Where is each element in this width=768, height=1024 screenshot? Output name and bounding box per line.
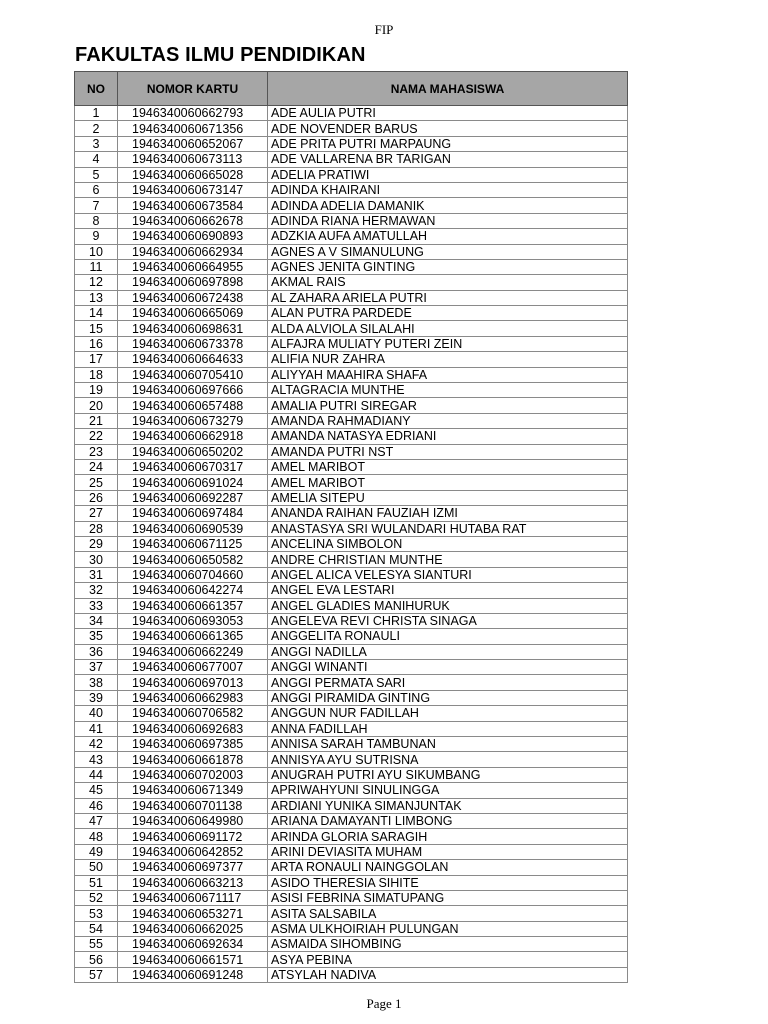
table-row <box>75 229 628 244</box>
table-header-row <box>75 72 628 106</box>
cell-nomor-kartu: 1946340060701138 <box>118 798 268 813</box>
table-row <box>75 383 628 398</box>
table-row <box>75 506 628 521</box>
cell-nomor-kartu: 1946340060697898 <box>118 275 268 290</box>
cell-nama-mahasiswa: ANGEL EVA LESTARI <box>268 583 628 598</box>
table-row <box>75 367 628 382</box>
cell-nomor-kartu: 1946340060661365 <box>118 629 268 644</box>
table-row <box>75 290 628 305</box>
cell-nomor-kartu: 1946340060661357 <box>118 598 268 613</box>
cell-nama-mahasiswa: ASMA ULKHOIRIAH PULUNGAN <box>268 921 628 936</box>
cell-nomor-kartu: 1946340060665028 <box>118 167 268 182</box>
table-row <box>75 567 628 582</box>
table-row <box>75 644 628 659</box>
cell-nomor-kartu: 1946340060671125 <box>118 536 268 551</box>
table-row <box>75 890 628 905</box>
cell-nama-mahasiswa: ASYA PEBINA <box>268 952 628 967</box>
table-row <box>75 413 628 428</box>
table-row <box>75 783 628 798</box>
cell-nama-mahasiswa: ALAN PUTRA PARDEDE <box>268 306 628 321</box>
table-row <box>75 244 628 259</box>
cell-nama-mahasiswa: ANNISYA AYU SUTRISNA <box>268 752 628 767</box>
table-row <box>75 182 628 197</box>
cell-nama-mahasiswa: ANGGI WINANTI <box>268 660 628 675</box>
cell-nama-mahasiswa: ALIFIA NUR ZAHRA <box>268 352 628 367</box>
table-row <box>75 752 628 767</box>
cell-no: 25 <box>75 475 118 490</box>
cell-nomor-kartu: 1946340060697377 <box>118 860 268 875</box>
cell-nomor-kartu: 1946340060662934 <box>118 244 268 259</box>
table-row <box>75 583 628 598</box>
cell-nomor-kartu: 1946340060697666 <box>118 383 268 398</box>
cell-nomor-kartu: 1946340060664633 <box>118 352 268 367</box>
cell-nama-mahasiswa: ARTA RONAULI NAINGGOLAN <box>268 860 628 875</box>
table-row <box>75 213 628 228</box>
cell-no: 9 <box>75 229 118 244</box>
cell-no: 42 <box>75 737 118 752</box>
cell-nama-mahasiswa: ANGGI NADILLA <box>268 644 628 659</box>
cell-nama-mahasiswa: ASITA SALSABILA <box>268 906 628 921</box>
table-row <box>75 321 628 336</box>
cell-nomor-kartu: 1946340060691024 <box>118 475 268 490</box>
table-row <box>75 629 628 644</box>
cell-nama-mahasiswa: AMALIA PUTRI SIREGAR <box>268 398 628 413</box>
cell-no: 26 <box>75 490 118 505</box>
cell-nama-mahasiswa: ADE NOVENDER BARUS <box>268 121 628 136</box>
cell-nomor-kartu: 1946340060662249 <box>118 644 268 659</box>
table-row <box>75 967 628 982</box>
cell-nama-mahasiswa: ALIYYAH MAAHIRA SHAFA <box>268 367 628 382</box>
cell-nama-mahasiswa: AKMAL RAIS <box>268 275 628 290</box>
column-header-no: NO <box>75 72 118 106</box>
cell-nomor-kartu: 1946340060662918 <box>118 429 268 444</box>
cell-nama-mahasiswa: ADINDA RIANA HERMAWAN <box>268 213 628 228</box>
cell-no: 21 <box>75 413 118 428</box>
cell-nama-mahasiswa: ADE PRITA PUTRI MARPAUNG <box>268 136 628 151</box>
cell-no: 4 <box>75 152 118 167</box>
cell-no: 50 <box>75 860 118 875</box>
table-row <box>75 706 628 721</box>
cell-nomor-kartu: 1946340060697013 <box>118 675 268 690</box>
cell-nomor-kartu: 1946340060642274 <box>118 583 268 598</box>
cell-nama-mahasiswa: ADZKIA AUFA AMATULLAH <box>268 229 628 244</box>
table-row <box>75 521 628 536</box>
cell-no: 51 <box>75 875 118 890</box>
page-header: FIP <box>374 22 394 37</box>
cell-nomor-kartu: 1946340060677007 <box>118 660 268 675</box>
table-row <box>75 860 628 875</box>
cell-no: 10 <box>75 244 118 259</box>
cell-nama-mahasiswa: AMANDA RAHMADIANY <box>268 413 628 428</box>
cell-nomor-kartu: 1946340060665069 <box>118 306 268 321</box>
cell-nomor-kartu: 1946340060691248 <box>118 967 268 982</box>
cell-no: 49 <box>75 844 118 859</box>
cell-nomor-kartu: 1946340060697385 <box>118 737 268 752</box>
cell-no: 47 <box>75 813 118 828</box>
cell-no: 29 <box>75 536 118 551</box>
cell-nomor-kartu: 1946340060690893 <box>118 229 268 244</box>
cell-nomor-kartu: 1946340060661878 <box>118 752 268 767</box>
cell-nomor-kartu: 1946340060671356 <box>118 121 268 136</box>
table-row <box>75 352 628 367</box>
table-row <box>75 813 628 828</box>
table-row <box>75 259 628 274</box>
cell-nama-mahasiswa: ANDRE CHRISTIAN MUNTHE <box>268 552 628 567</box>
cell-nama-mahasiswa: AMEL MARIBOT <box>268 475 628 490</box>
column-header-nama-mahasiswa: NAMA MAHASISWA <box>268 72 628 106</box>
cell-nomor-kartu: 1946340060657488 <box>118 398 268 413</box>
cell-nama-mahasiswa: ALDA ALVIOLA SILALAHI <box>268 321 628 336</box>
cell-nama-mahasiswa: ALFAJRA MULIATY PUTERI ZEIN <box>268 336 628 351</box>
cell-no: 7 <box>75 198 118 213</box>
cell-no: 19 <box>75 383 118 398</box>
cell-nama-mahasiswa: AGNES JENITA GINTING <box>268 259 628 274</box>
cell-nomor-kartu: 1946340060673584 <box>118 198 268 213</box>
cell-nomor-kartu: 1946340060693053 <box>118 613 268 628</box>
cell-nama-mahasiswa: ADE AULIA PUTRI <box>268 106 628 121</box>
cell-nomor-kartu: 1946340060662678 <box>118 213 268 228</box>
table-row <box>75 275 628 290</box>
cell-no: 46 <box>75 798 118 813</box>
cell-nama-mahasiswa: ASIDO THERESIA SIHITE <box>268 875 628 890</box>
cell-no: 24 <box>75 459 118 474</box>
cell-no: 6 <box>75 182 118 197</box>
cell-nama-mahasiswa: ALTAGRACIA MUNTHE <box>268 383 628 398</box>
table-row <box>75 844 628 859</box>
cell-nama-mahasiswa: ANNISA SARAH TAMBUNAN <box>268 737 628 752</box>
cell-nama-mahasiswa: ATSYLAH NADIVA <box>268 967 628 982</box>
student-table <box>74 71 628 983</box>
cell-nama-mahasiswa: ARINI DEVIASITA MUHAM <box>268 844 628 859</box>
cell-nomor-kartu: 1946340060653271 <box>118 906 268 921</box>
cell-no: 45 <box>75 783 118 798</box>
cell-no: 36 <box>75 644 118 659</box>
cell-nomor-kartu: 1946340060706582 <box>118 706 268 721</box>
cell-nama-mahasiswa: ANGGUN NUR FADILLAH <box>268 706 628 721</box>
cell-nama-mahasiswa: ANGGELITA RONAULI <box>268 629 628 644</box>
table-row <box>75 136 628 151</box>
table-row <box>75 167 628 182</box>
cell-no: 15 <box>75 321 118 336</box>
cell-nomor-kartu: 1946340060698631 <box>118 321 268 336</box>
cell-nomor-kartu: 1946340060671117 <box>118 890 268 905</box>
cell-no: 23 <box>75 444 118 459</box>
cell-no: 8 <box>75 213 118 228</box>
cell-no: 40 <box>75 706 118 721</box>
cell-nama-mahasiswa: ANASTASYA SRI WULANDARI HUTABA RAT <box>268 521 628 536</box>
cell-no: 55 <box>75 937 118 952</box>
cell-nomor-kartu: 1946340060673113 <box>118 152 268 167</box>
cell-nomor-kartu: 1946340060673378 <box>118 336 268 351</box>
cell-nomor-kartu: 1946340060662983 <box>118 690 268 705</box>
table-row <box>75 459 628 474</box>
cell-nama-mahasiswa: ARIANA DAMAYANTI LIMBONG <box>268 813 628 828</box>
table-row <box>75 660 628 675</box>
cell-nomor-kartu: 1946340060663213 <box>118 875 268 890</box>
cell-nama-mahasiswa: AMANDA NATASYA EDRIANI <box>268 429 628 444</box>
cell-nomor-kartu: 1946340060691172 <box>118 829 268 844</box>
cell-no: 43 <box>75 752 118 767</box>
cell-no: 28 <box>75 521 118 536</box>
table-row <box>75 767 628 782</box>
cell-no: 56 <box>75 952 118 967</box>
cell-nomor-kartu: 1946340060642852 <box>118 844 268 859</box>
cell-no: 14 <box>75 306 118 321</box>
cell-no: 12 <box>75 275 118 290</box>
cell-no: 53 <box>75 906 118 921</box>
cell-nomor-kartu: 1946340060671349 <box>118 783 268 798</box>
table-row <box>75 875 628 890</box>
cell-nama-mahasiswa: ANANDA RAIHAN FAUZIAH IZMI <box>268 506 628 521</box>
cell-nama-mahasiswa: ANCELINA SIMBOLON <box>268 536 628 551</box>
cell-no: 52 <box>75 890 118 905</box>
cell-nama-mahasiswa: ANNA FADILLAH <box>268 721 628 736</box>
column-header-nomor-kartu: NOMOR KARTU <box>118 72 268 106</box>
cell-nama-mahasiswa: ANUGRAH PUTRI AYU SIKUMBANG <box>268 767 628 782</box>
cell-nomor-kartu: 1946340060664955 <box>118 259 268 274</box>
cell-nomor-kartu: 1946340060672438 <box>118 290 268 305</box>
cell-no: 20 <box>75 398 118 413</box>
cell-nama-mahasiswa: AL ZAHARA ARIELA PUTRI <box>268 290 628 305</box>
table-row <box>75 121 628 136</box>
cell-no: 17 <box>75 352 118 367</box>
table-row <box>75 152 628 167</box>
cell-no: 54 <box>75 921 118 936</box>
cell-no: 1 <box>75 106 118 121</box>
table-row <box>75 536 628 551</box>
cell-nomor-kartu: 1946340060692287 <box>118 490 268 505</box>
cell-nomor-kartu: 1946340060652067 <box>118 136 268 151</box>
table-row <box>75 490 628 505</box>
cell-nama-mahasiswa: ARINDA GLORIA SARAGIH <box>268 829 628 844</box>
cell-nomor-kartu: 1946340060692634 <box>118 937 268 952</box>
cell-nomor-kartu: 1946340060673147 <box>118 182 268 197</box>
table-row <box>75 921 628 936</box>
cell-no: 5 <box>75 167 118 182</box>
cell-nomor-kartu: 1946340060650202 <box>118 444 268 459</box>
table-row <box>75 952 628 967</box>
table-row <box>75 444 628 459</box>
cell-nomor-kartu: 1946340060705410 <box>118 367 268 382</box>
cell-no: 44 <box>75 767 118 782</box>
table-row <box>75 398 628 413</box>
table-row <box>75 429 628 444</box>
cell-no: 22 <box>75 429 118 444</box>
cell-no: 2 <box>75 121 118 136</box>
cell-nama-mahasiswa: AGNES A V SIMANULUNG <box>268 244 628 259</box>
cell-no: 16 <box>75 336 118 351</box>
cell-nama-mahasiswa: ANGEL ALICA VELESYA SIANTURI <box>268 567 628 582</box>
cell-no: 32 <box>75 583 118 598</box>
cell-nomor-kartu: 1946340060702003 <box>118 767 268 782</box>
cell-no: 3 <box>75 136 118 151</box>
cell-nama-mahasiswa: ASISI FEBRINA SIMATUPANG <box>268 890 628 905</box>
table-row <box>75 306 628 321</box>
page-footer: Page 1 <box>366 996 402 1011</box>
cell-nama-mahasiswa: APRIWAHYUNI SINULINGGA <box>268 783 628 798</box>
cell-nama-mahasiswa: ANGELEVA REVI CHRISTA SINAGA <box>268 613 628 628</box>
cell-nama-mahasiswa: ARDIANI YUNIKA SIMANJUNTAK <box>268 798 628 813</box>
table-row <box>75 198 628 213</box>
page-title: FAKULTAS ILMU PENDIDIKAN <box>75 44 366 66</box>
cell-nama-mahasiswa: ASMAIDA SIHOMBING <box>268 937 628 952</box>
cell-nama-mahasiswa: ADELIA PRATIWI <box>268 167 628 182</box>
cell-nomor-kartu: 1946340060661571 <box>118 952 268 967</box>
cell-no: 35 <box>75 629 118 644</box>
cell-no: 27 <box>75 506 118 521</box>
cell-nama-mahasiswa: AMEL MARIBOT <box>268 459 628 474</box>
cell-nama-mahasiswa: ADINDA ADELIA DAMANIK <box>268 198 628 213</box>
cell-nomor-kartu: 1946340060649980 <box>118 813 268 828</box>
table-row <box>75 829 628 844</box>
cell-no: 18 <box>75 367 118 382</box>
cell-nama-mahasiswa: ADINDA KHAIRANI <box>268 182 628 197</box>
cell-nama-mahasiswa: AMANDA PUTRI NST <box>268 444 628 459</box>
cell-nomor-kartu: 1946340060704660 <box>118 567 268 582</box>
cell-nama-mahasiswa: ANGGI PIRAMIDA GINTING <box>268 690 628 705</box>
table-row <box>75 937 628 952</box>
cell-nomor-kartu: 1946340060662793 <box>118 106 268 121</box>
cell-no: 30 <box>75 552 118 567</box>
cell-nomor-kartu: 1946340060697484 <box>118 506 268 521</box>
cell-nama-mahasiswa: ADE VALLARENA BR TARIGAN <box>268 152 628 167</box>
cell-no: 11 <box>75 259 118 274</box>
table-row <box>75 336 628 351</box>
table-row <box>75 906 628 921</box>
table-row <box>75 613 628 628</box>
cell-no: 48 <box>75 829 118 844</box>
table-row <box>75 552 628 567</box>
cell-nomor-kartu: 1946340060662025 <box>118 921 268 936</box>
cell-no: 13 <box>75 290 118 305</box>
table-row <box>75 690 628 705</box>
cell-nama-mahasiswa: ANGEL GLADIES MANIHURUK <box>268 598 628 613</box>
table-row <box>75 798 628 813</box>
cell-nama-mahasiswa: AMELIA SITEPU <box>268 490 628 505</box>
cell-no: 31 <box>75 567 118 582</box>
table-row <box>75 737 628 752</box>
table-row <box>75 475 628 490</box>
cell-nomor-kartu: 1946340060690539 <box>118 521 268 536</box>
cell-no: 34 <box>75 613 118 628</box>
table-row <box>75 106 628 121</box>
table-row <box>75 598 628 613</box>
table-row <box>75 675 628 690</box>
cell-nama-mahasiswa: ANGGI PERMATA SARI <box>268 675 628 690</box>
cell-nomor-kartu: 1946340060673279 <box>118 413 268 428</box>
cell-no: 57 <box>75 967 118 982</box>
table-row <box>75 721 628 736</box>
cell-nomor-kartu: 1946340060670317 <box>118 459 268 474</box>
cell-no: 41 <box>75 721 118 736</box>
cell-no: 38 <box>75 675 118 690</box>
cell-no: 33 <box>75 598 118 613</box>
cell-nomor-kartu: 1946340060692683 <box>118 721 268 736</box>
cell-no: 39 <box>75 690 118 705</box>
cell-nomor-kartu: 1946340060650582 <box>118 552 268 567</box>
cell-no: 37 <box>75 660 118 675</box>
